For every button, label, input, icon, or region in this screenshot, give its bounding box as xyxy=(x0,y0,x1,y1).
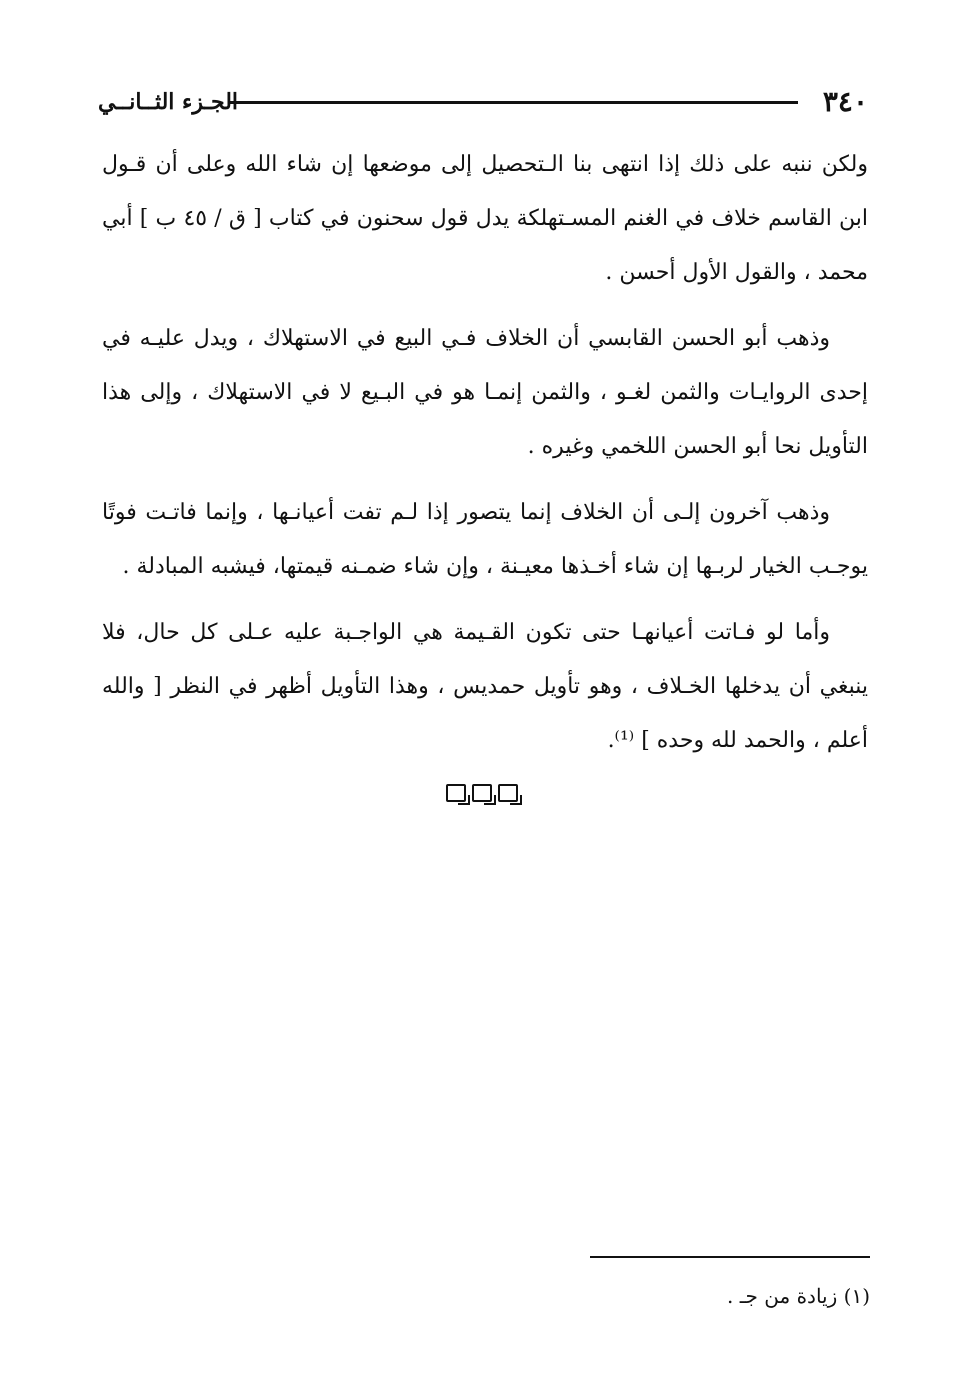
header-rule xyxy=(230,101,798,104)
footnote: (١) زيادة من جـ . xyxy=(726,1284,870,1308)
ornament-box-icon xyxy=(446,784,466,802)
paragraph: ولكن ننبه على ذلك إذا انتهى بنا الـتحصيل إلى موضعها إن شاء الله وعلى أن قـول ابن القاسم خلاف في الغنم المسـتهلكة يدل قول سحنون في كتاب [ ق / ٤٥ ب ] أبي محمد ، والقول الأول أحسن . xyxy=(102,152,868,285)
ornament-box-icon xyxy=(472,784,492,802)
footnote-rule xyxy=(590,1256,870,1258)
paragraph: وأما لو فـاتت أعيانهـا حتى تكون القـيمة هي الواجـبة عليه عـلى كل حال، فلا ينبغي أن يدخلها الخـلاف ، وهو تأويل حمديس ، وهذا التأويل أظهر في النظر [ والله أعلم ، والحمد لله وحده ] ⁽¹⁾. xyxy=(102,620,868,753)
paragraph: وذهب أبو الحسن القابسي أن الخلاف فـي البيع في الاستهلاك ، ويدل عليـه في إحدى الروايـات والثمن لغـو ، والثمن إنمـا هو في البـيع لا في الاستهلاك ، وإلى هذا التأويل نحا أبو الحسن اللخمي وغيره . xyxy=(102,326,868,459)
page-number: ٣٤٠ xyxy=(822,85,868,118)
paragraph: وذهب آخرون إلـى أن الخلاف إنما يتصور إذا لـم تفت أعيانـها ، وإنما فاتـت فوتًا يوجـب الخيار لربـها إن شاء أخـذها معيـنة ، وإن شاء ضمـنه قيمتها، فيشبه المبادلة . xyxy=(102,500,868,579)
ornament-box-icon xyxy=(498,784,518,802)
section-end-ornament-icon xyxy=(440,782,524,804)
running-title: الجـزء الثــانــي xyxy=(98,89,239,115)
page-header xyxy=(98,84,868,120)
body-text xyxy=(102,138,868,780)
